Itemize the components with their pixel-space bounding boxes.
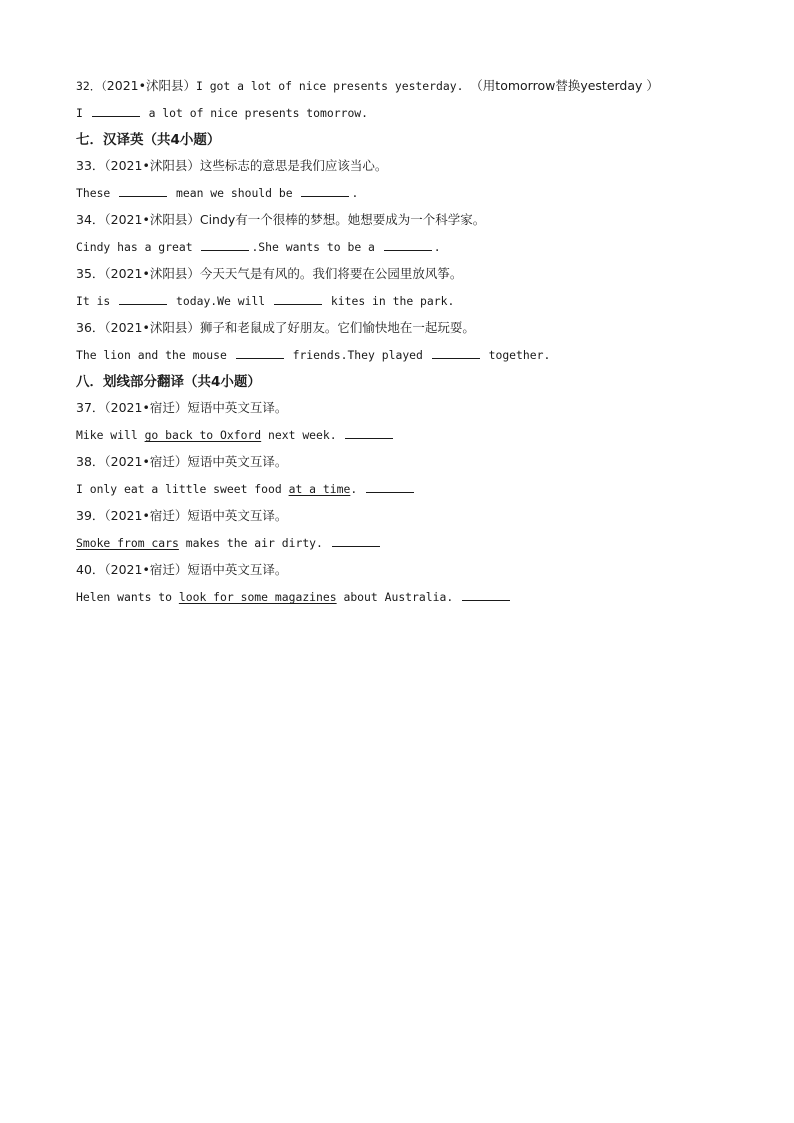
answer-blank[interactable] <box>462 588 510 601</box>
q37-text-a: Mike will <box>76 428 145 442</box>
question-37-answer <box>76 425 736 452</box>
answer-blank[interactable] <box>201 238 249 251</box>
q39-text-b: makes the air dirty. <box>178 536 330 550</box>
answer-blank[interactable] <box>119 292 167 305</box>
section-7-title: 七．汉译英（共4小题） <box>76 132 221 148</box>
q38-text-a: I only eat a little sweet food <box>76 482 289 496</box>
question-40-answer <box>76 587 736 614</box>
q32-instruction: （用tomorrow替换yesterday ） <box>470 78 659 93</box>
underlined-phrase: look for some magazines <box>178 590 337 604</box>
q34-text-a: Cindy has a great <box>76 240 200 254</box>
q32-answer-start: I <box>76 106 90 120</box>
question-39-answer <box>76 533 736 560</box>
q33-text-c: . <box>351 186 359 200</box>
question-37-prompt: 37．（2021•宿迁）短语中英文互译。 <box>76 400 288 415</box>
q36-text-b: friends.They played <box>285 348 430 362</box>
question-38-answer <box>76 479 736 506</box>
underlined-phrase: at a time <box>288 482 351 496</box>
question-36-answer <box>76 345 736 372</box>
answer-blank[interactable] <box>384 238 432 251</box>
question-33-answer <box>76 183 736 210</box>
question-34-prompt: 34．（2021•沭阳县）Cindy有一个很棒的梦想。她想要成为一个科学家。 <box>76 212 486 227</box>
q40-text-a: Helen wants to <box>76 590 179 604</box>
q34-text-c: . <box>433 240 441 254</box>
answer-blank[interactable] <box>332 534 380 547</box>
q32-sentence: I got a lot of nice presents yesterday. <box>195 79 471 93</box>
q35-text-a: It is <box>76 294 118 308</box>
q33-text-b: mean we should be <box>169 186 300 200</box>
q34-text-b: .She wants to be a <box>251 240 382 254</box>
underlined-phrase: go back to Oxford <box>144 428 262 442</box>
question-32-answer <box>76 103 736 130</box>
answer-blank[interactable] <box>432 346 480 359</box>
question-36-prompt: 36．（2021•沭阳县）狮子和老鼠成了好朋友。它们愉快地在一起玩耍。 <box>76 320 475 335</box>
q33-text-a: These <box>76 186 118 200</box>
q32-answer-end: a lot of nice presents tomorrow. <box>141 106 369 120</box>
question-39-prompt: 39．（2021•宿迁）短语中英文互译。 <box>76 508 288 523</box>
answer-blank[interactable] <box>92 104 140 117</box>
q40-text-b: about Australia. <box>336 590 461 604</box>
answer-blank[interactable] <box>366 480 414 493</box>
answer-blank[interactable] <box>119 184 167 197</box>
q32-number: 32．（ <box>76 79 107 93</box>
answer-blank[interactable] <box>236 346 284 359</box>
answer-blank[interactable] <box>345 426 393 439</box>
answer-blank[interactable] <box>274 292 322 305</box>
question-40-prompt: 40．（2021•宿迁）短语中英文互译。 <box>76 562 288 577</box>
worksheet-page <box>76 76 736 614</box>
answer-blank[interactable] <box>301 184 349 197</box>
q32-source: 2021•沭阳县） <box>106 78 196 93</box>
question-32-prompt <box>76 76 736 103</box>
question-38-prompt: 38．（2021•宿迁）短语中英文互译。 <box>76 454 288 469</box>
q37-text-b: next week. <box>261 428 344 442</box>
q36-text-a: The lion and the mouse <box>76 348 234 362</box>
question-35-answer <box>76 291 736 318</box>
q38-text-b: . <box>350 482 365 496</box>
underlined-phrase: Smoke from cars <box>76 536 179 550</box>
q36-text-c: together. <box>481 348 551 362</box>
q35-text-b: today.We will <box>169 294 273 308</box>
section-8-title: 八．划线部分翻译（共4小题） <box>76 374 261 390</box>
q35-text-c: kites in the park. <box>324 294 455 308</box>
question-35-prompt: 35．（2021•沭阳县）今天天气是有风的。我们将要在公园里放风筝。 <box>76 266 463 281</box>
question-33-prompt: 33．（2021•沭阳县）这些标志的意思是我们应该当心。 <box>76 158 388 173</box>
question-34-answer <box>76 237 736 264</box>
